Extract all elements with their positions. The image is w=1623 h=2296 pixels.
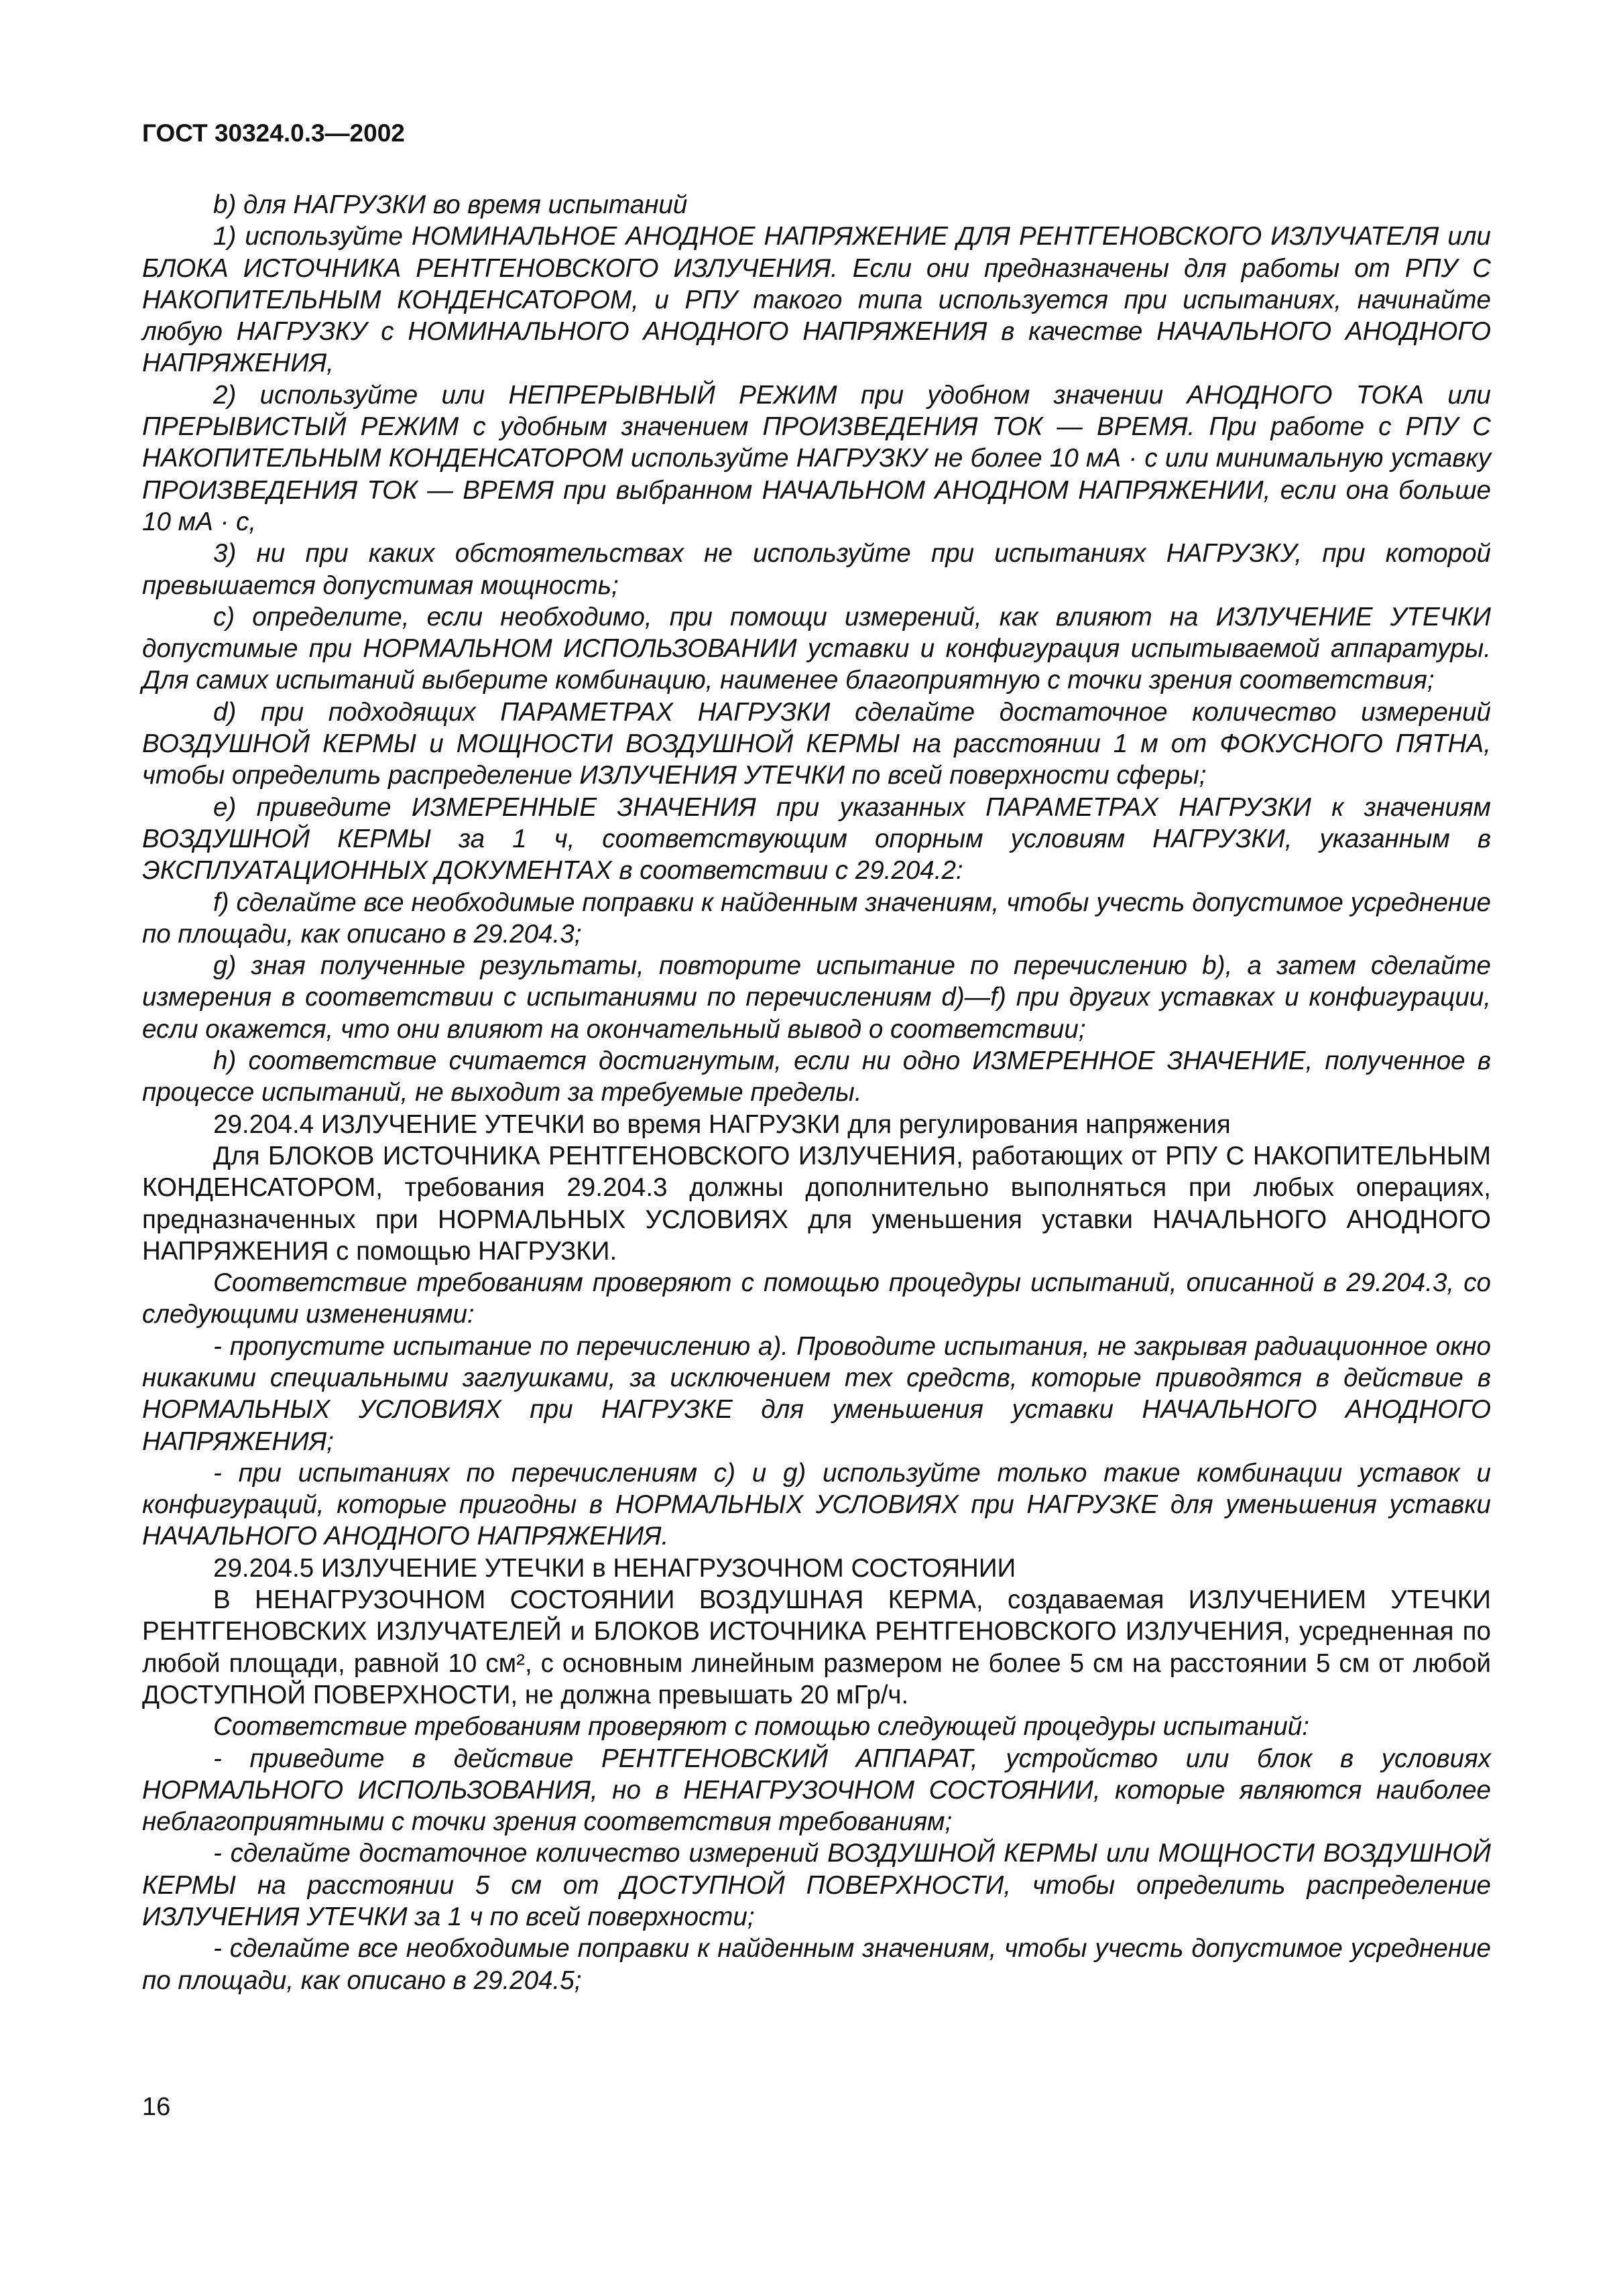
- paragraph: f) сделайте все необходимые поправки к найденным значениям, чтобы учесть допустимое усреднение по площади, как описано в 29.204.3;: [142, 888, 1491, 949]
- paragraph: g) зная полученные результаты, повторите испытание по перечислению b), а затем сделайте измерения в соответствии с испытаниями по перечислениям d)—f) при других уставках и конфигурации, если окажется, что они влияют на окончательный вывод о соответствии;: [142, 951, 1491, 1044]
- section-heading: 29.204.4 ИЗЛУЧЕНИЕ УТЕЧКИ во время НАГРУЗКИ для регулирования напряжения: [213, 1109, 1231, 1139]
- paragraph: c) определите, если необходимо, при помощи измерений, как влияют на ИЗЛУЧЕНИЕ УТЕЧКИ допустимые при НОРМАЛЬНОМ ИСПОЛЬЗОВАНИИ уставки и конфигурация испытываемой аппаратуры. Для самих испытаний выберите комбинацию, наименее благоприятную с точки зрения соответствия;: [142, 602, 1491, 695]
- paragraph: - при испытаниях по перечислениям c) и g) используйте только такие комбинации уставок и конфигураций, которые пригодны в НОРМАЛЬНЫХ УСЛОВИЯХ при НАГРУЗКЕ для уменьшения уставки НАЧАЛЬНОГО АНОДНОГО НАПРЯЖЕНИЯ.: [142, 1458, 1491, 1551]
- paragraph: - сделайте все необходимые поправки к найденным значениям, чтобы учесть допустимое усреднение по площади, как описано в 29.204.5;: [142, 1934, 1491, 1995]
- paragraph: В НЕНАГРУЗОЧНОМ СОСТОЯНИИ ВОЗДУШНАЯ КЕРМА, создаваемая ИЗЛУЧЕНИЕМ УТЕЧКИ РЕНТГЕНОВСКИХ ИЗЛУЧАТЕЛЕЙ и БЛОКОВ ИСТОЧНИКА РЕНТГЕНОВСКОГО ИЗЛУЧЕНИЯ, усредненная по любой площади, равной 10 см², с основным линейным размером не более 5 см на расстоянии 5 см от любой ДОСТУПНОЙ ПОВЕРХНОСТИ, не должна превышать 20 мГр/ч.: [142, 1585, 1491, 1709]
- paragraph: e) приведите ИЗМЕРЕННЫЕ ЗНАЧЕНИЯ при указанных ПАРАМЕТРАХ НАГРУЗКИ к значениям ВОЗДУШНОЙ КЕРМЫ за 1 ч, соответствующим опорным условиям НАГРУЗКИ, указанным в ЭКСПЛУАТАЦИОННЫХ ДОКУМЕНТАХ в соответствии с 29.204.2:: [142, 792, 1491, 886]
- paragraph: - сделайте достаточное количество измерений ВОЗДУШНОЙ КЕРМЫ или МОЩНОСТИ ВОЗДУШНОЙ КЕРМЫ на расстоянии 5 см от ДОСТУПНОЙ ПОВЕРХНОСТИ, чтобы определить распределение ИЗЛУЧЕНИЯ УТЕЧКИ за 1 ч по всей поверхности;: [142, 1839, 1491, 1932]
- paragraph: Соответствие требованиям проверяют с помощью следующей процедуры испытаний:: [213, 1712, 1309, 1742]
- paragraph: 2) используйте или НЕПРЕРЫВНЫЙ РЕЖИМ при удобном значении АНОДНОГО ТОКА или ПРЕРЫВИСТЫЙ РЕЖИМ с удобным значением ПРОИЗВЕДЕНИЯ ТОК — ВРЕМЯ. При работе с РПУ С НАКОПИТЕЛЬНЫМ КОНДЕНСАТОРОМ используйте НАГРУЗКУ не более 10 мА · с или минимальную уставку ПРОИЗВЕДЕНИЯ ТОК — ВРЕМЯ при выбранном НАЧАЛЬНОМ АНОДНОМ НАПРЯЖЕНИИ, если она больше 10 мА · с,: [142, 380, 1491, 536]
- paragraph: Соответствие требованиям проверяют с помощью процедуры испытаний, описанной в 29.204.3, со следующими изменениями:: [142, 1268, 1491, 1329]
- paragraph: Для БЛОКОВ ИСТОЧНИКА РЕНТГЕНОВСКОГО ИЗЛУЧЕНИЯ, работающих от РПУ С НАКОПИТЕЛЬНЫМ КОНДЕНСАТОРОМ, требования 29.204.3 должны дополнительно выполняться при любых операциях, предназначенных при НОРМАЛЬНЫХ УСЛОВИЯХ для уменьшения уставки НАЧАЛЬНОГО АНОДНОГО НАПРЯЖЕНИЯ с помощью НАГРУЗКИ.: [142, 1141, 1491, 1266]
- page-number: 16: [142, 2093, 171, 2121]
- paragraph: - пропустите испытание по перечислению a). Проводите испытания, не закрывая радиационное окно никакими специальными заглушками, за исключением тех средств, которые приводятся в действие в НОРМАЛЬНЫХ УСЛОВИЯХ при НАГРУЗКЕ для уменьшения уставки НАЧАЛЬНОГО АНОДНОГО НАПРЯЖЕНИЯ;: [142, 1331, 1491, 1456]
- document-body: [142, 189, 1491, 1996]
- section-heading: 29.204.5 ИЗЛУЧЕНИЕ УТЕЧКИ в НЕНАГРУЗОЧНОМ СОСТОЯНИИ: [213, 1553, 1016, 1583]
- paragraph: 3) ни при каких обстоятельствах не используйте при испытаниях НАГРУЗКУ, при которой превышается допустимая мощность;: [142, 539, 1491, 600]
- standard-code-header: ГОСТ 30324.0.3—2002: [142, 119, 405, 147]
- paragraph: d) при подходящих ПАРАМЕТРАХ НАГРУЗКИ сделайте достаточное количество измерений ВОЗДУШНОЙ КЕРМЫ и МОЩНОСТИ ВОЗДУШНОЙ КЕРМЫ на расстоянии 1 м от ФОКУСНОГО ПЯТНА, чтобы определить распределение ИЗЛУЧЕНИЯ УТЕЧКИ по всей поверхности сферы;: [142, 697, 1491, 790]
- paragraph: 1) используйте НОМИНАЛЬНОЕ АНОДНОЕ НАПРЯЖЕНИЕ ДЛЯ РЕНТГЕНОВСКОГО ИЗЛУЧАТЕЛЯ или БЛОКА ИСТОЧНИКА РЕНТГЕНОВСКОГО ИЗЛУЧЕНИЯ. Если они предназначены для работы от РПУ С НАКОПИТЕЛЬНЫМ КОНДЕНСАТОРОМ, и РПУ такого типа используется при испытаниях, начинайте любую НАГРУЗКУ с НОМИНАЛЬНОГО АНОДНОГО НАПРЯЖЕНИЯ в качестве НАЧАЛЬНОГО АНОДНОГО НАПРЯЖЕНИЯ,: [142, 222, 1491, 378]
- paragraph: b) для НАГРУЗКИ во время испытаний: [213, 190, 688, 219]
- paragraph: h) соответствие считается достигнутым, если ни одно ИЗМЕРЕННОЕ ЗНАЧЕНИЕ, полученное в процессе испытаний, не выходит за требуемые пределы.: [142, 1046, 1491, 1107]
- paragraph: - приведите в действие РЕНТГЕНОВСКИЙ АППАРАТ, устройство или блок в условиях НОРМАЛЬНОГО ИСПОЛЬЗОВАНИЯ, но в НЕНАГРУЗОЧНОМ СОСТОЯНИИ, которые являются наиболее неблагоприятными с точки зрения соответствия требованиям;: [142, 1744, 1491, 1837]
